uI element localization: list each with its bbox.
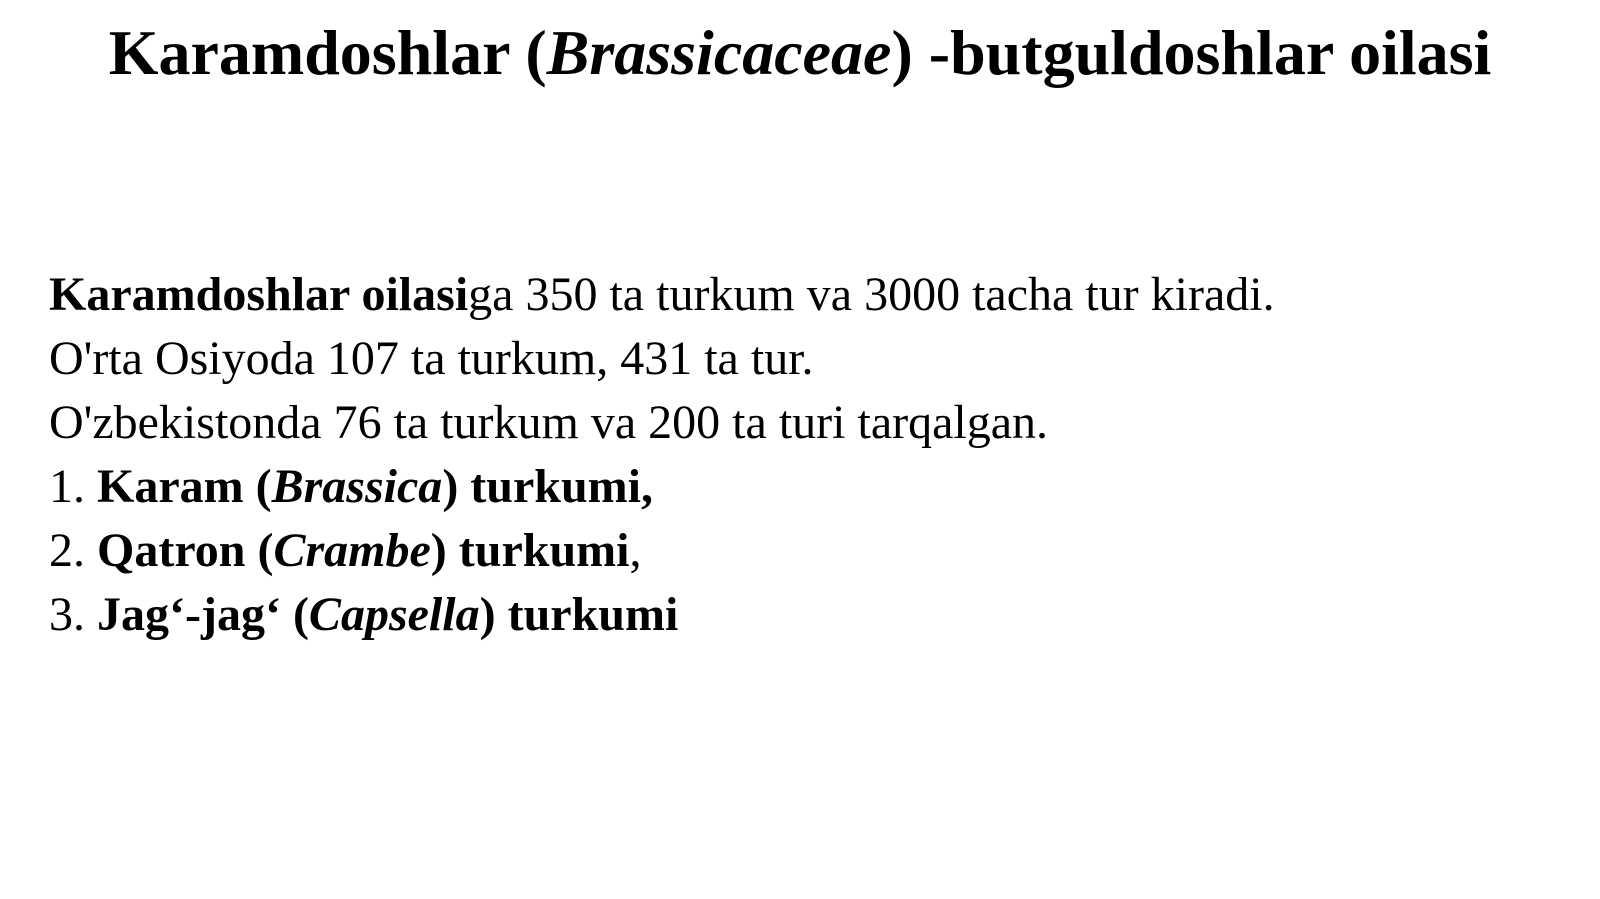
genus-item-1 [49, 455, 1549, 519]
title-latin-name: Brassicaceae [546, 17, 892, 88]
genus-latin: Brassica [271, 460, 443, 513]
central-asia-line: O'rta Osiyoda 107 ta turkum, 431 ta tur. [49, 332, 814, 385]
genus-item-3 [49, 583, 1549, 647]
genus-name: Jag‘-jag‘ ( [97, 588, 309, 641]
intro-rest-text: ga 350 ta turkum va 3000 tacha tur kiradi. [468, 268, 1275, 321]
genus-latin: Capsella [308, 588, 480, 641]
genus-number: 1. [49, 460, 85, 513]
title-text-end: ) -butguldoshlar oilasi [891, 17, 1492, 88]
uzbekistan-line: O'zbekistonda 76 ta turkum va 200 ta turi tarqalgan. [49, 396, 1049, 449]
genus-suffix: ) turkumi, [442, 460, 653, 513]
genus-number: 2. [49, 524, 85, 577]
intro-bold-text: Karamdoshlar oilasi [49, 268, 469, 321]
slide-title [0, 14, 1600, 92]
slide-body [49, 263, 1549, 647]
genus-suffix: ) turkumi [430, 524, 630, 577]
title-text-start: Karamdoshlar ( [108, 17, 547, 88]
genus-number: 3. [49, 588, 85, 641]
genus-latin: Crambe [273, 524, 431, 577]
genus-name: Karam ( [97, 460, 272, 513]
genus-item-2 [49, 519, 1549, 583]
genus-suffix: ) turkumi [479, 588, 679, 641]
genus-trailing: , [629, 524, 642, 577]
intro-line [49, 263, 1549, 327]
genus-name: Qatron ( [97, 524, 274, 577]
